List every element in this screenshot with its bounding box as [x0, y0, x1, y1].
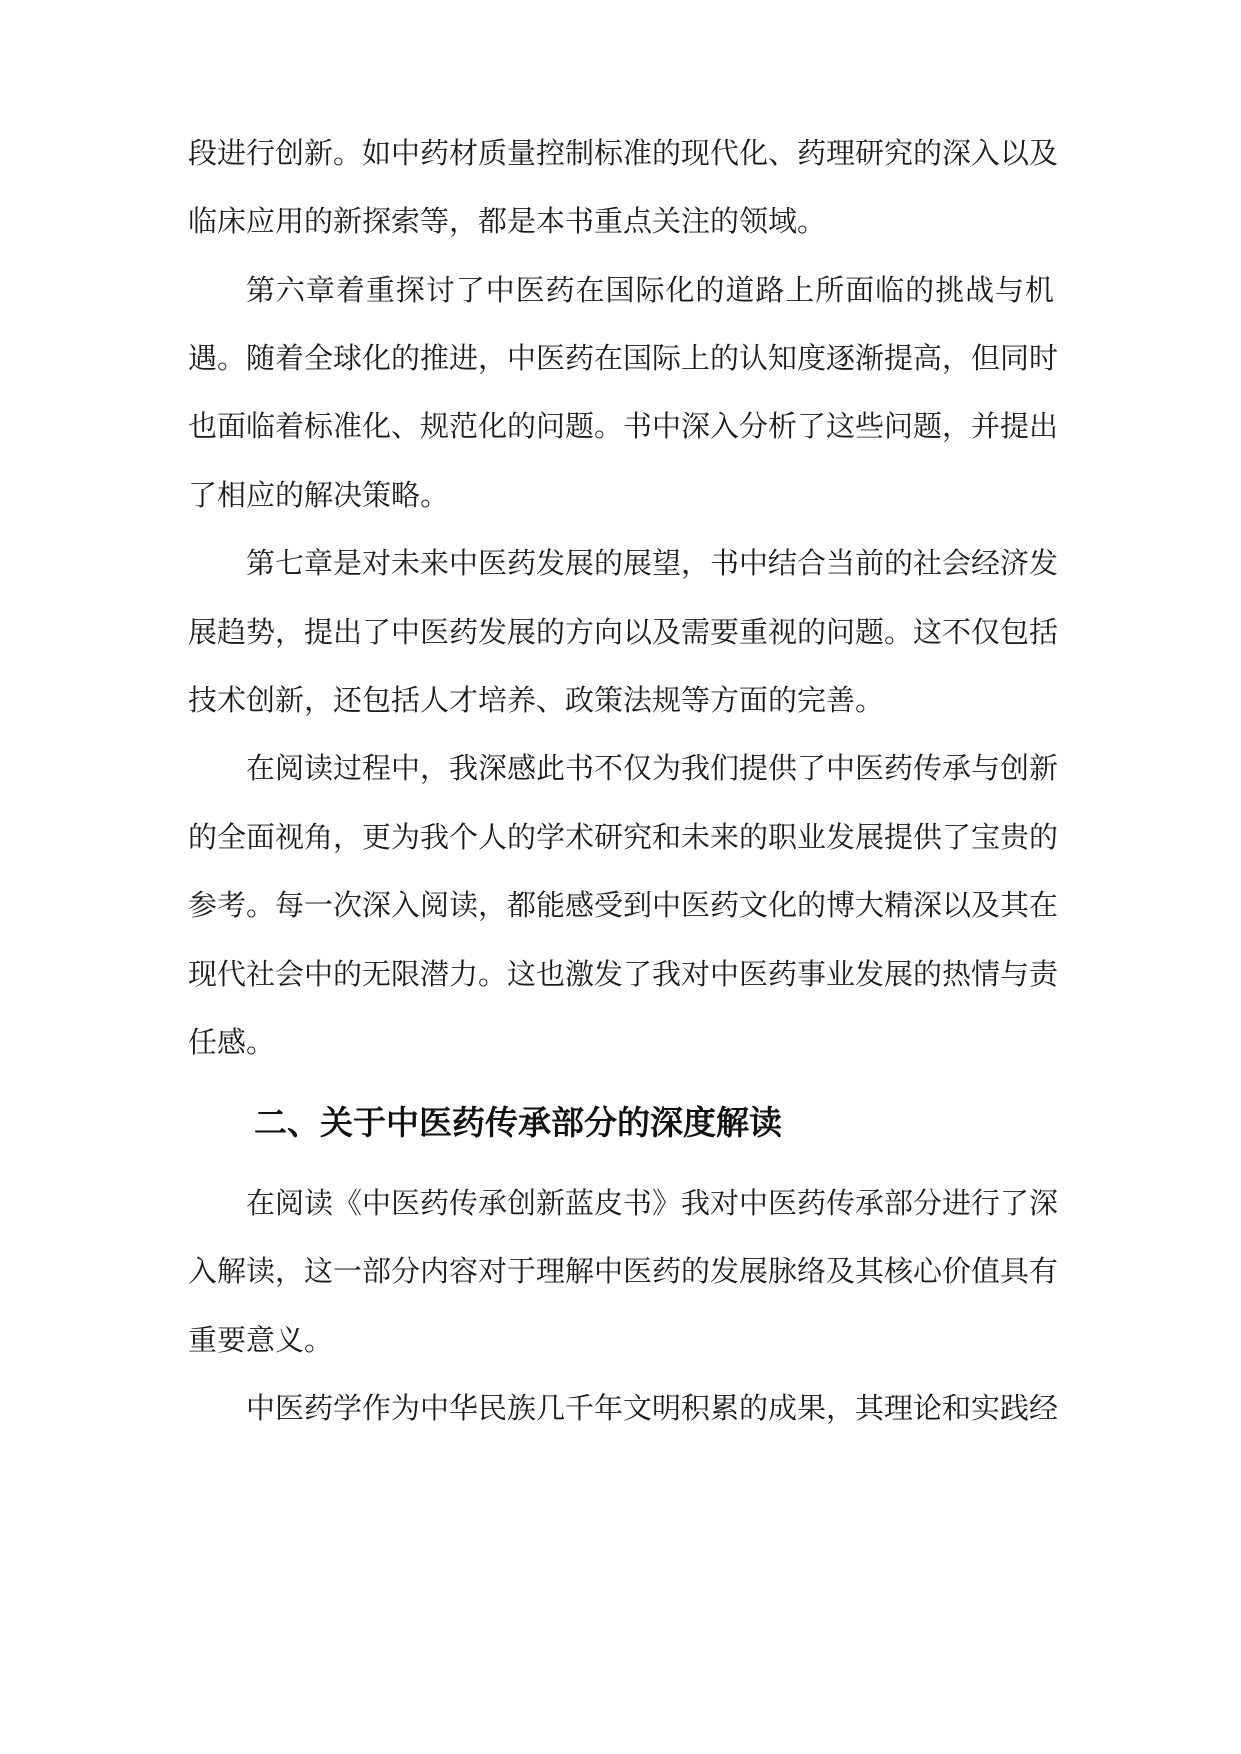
body-line: 的全面视角，更为我个人的学术研究和未来的职业发展提供了宝贵的 — [188, 820, 1059, 854]
body-line: 参考。每一次深入阅读，都能感受到中医药文化的博大精深以及其在 — [188, 888, 1059, 922]
body-line: 了相应的解决策略。 — [188, 478, 450, 512]
body-line: 段进行创新。如中药材质量控制标准的现代化、药理研究的深入以及 — [188, 136, 1059, 170]
body-line: 遇。随着全球化的推进，中医药在国际上的认知度逐渐提高，但同时 — [188, 341, 1059, 375]
body-line: 重要意义。 — [188, 1323, 334, 1357]
body-line: 入解读，这一部分内容对于理解中医药的发展脉络及其核心价值具有 — [188, 1254, 1059, 1288]
body-line: 技术创新，还包括人才培养、政策法规等方面的完善。 — [188, 683, 885, 717]
body-line: 临床应用的新探索等，都是本书重点关注的领域。 — [188, 204, 827, 238]
section-heading: 二、关于中医药传承部分的深度解读 — [254, 1103, 782, 1142]
body-line: 也面临着标准化、规范化的问题。书中深入分析了这些问题，并提出 — [188, 409, 1059, 443]
body-line: 第六章着重探讨了中医药在国际化的道路上所面临的挑战与机 — [246, 273, 1054, 307]
body-line: 在阅读《中医药传承创新蓝皮书》我对中医药传承部分进行了深 — [246, 1186, 1059, 1220]
body-line: 展趋势，提出了中医药发展的方向以及需要重视的问题。这不仅包括 — [188, 615, 1059, 649]
body-line: 在阅读过程中，我深感此书不仅为我们提供了中医药传承与创新 — [246, 751, 1059, 785]
body-line: 现代社会中的无限潜力。这也激发了我对中医药事业发展的热情与责 — [188, 957, 1059, 991]
body-line: 任感。 — [188, 1025, 276, 1059]
body-line: 第七章是对未来中医药发展的展望，书中结合当前的社会经济发 — [246, 546, 1059, 580]
body-line: 中医药学作为中华民族几千年文明积累的成果，其理论和实践经 — [246, 1391, 1059, 1425]
